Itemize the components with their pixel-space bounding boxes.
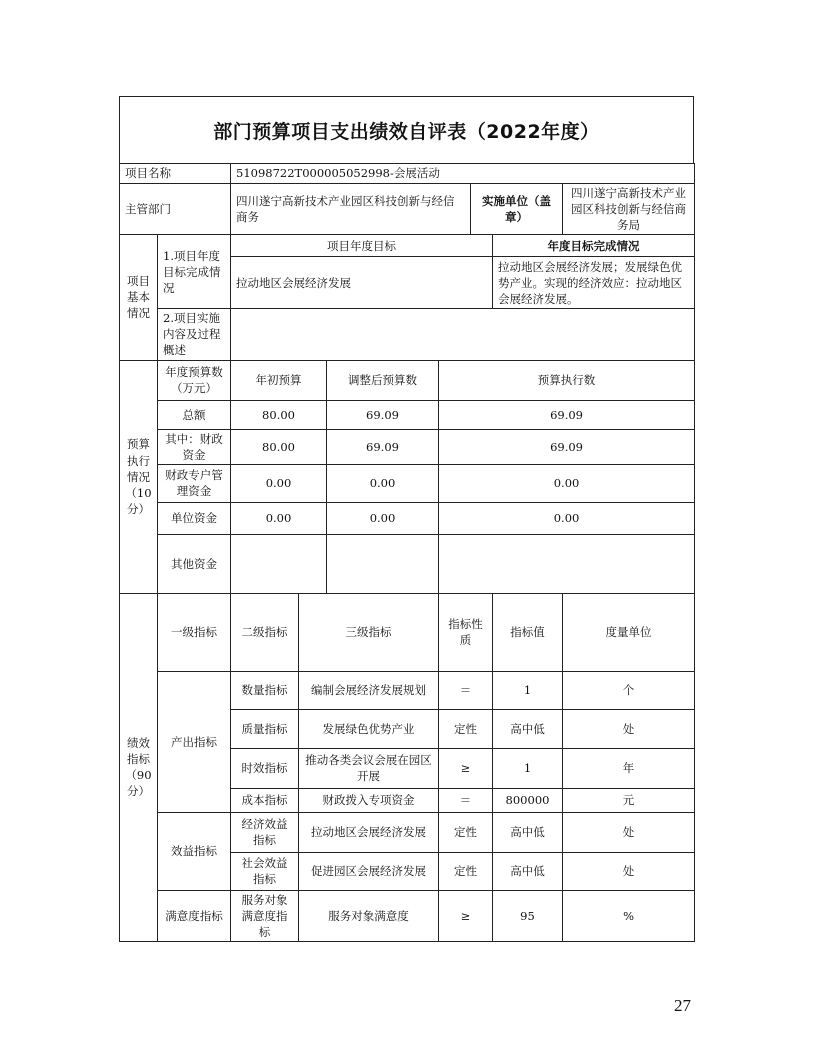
budget-label: 预算执行情况（10分） [120,360,158,593]
level3-cell: 编制会展经济发展规划 [299,671,439,709]
budget-adjusted [327,534,439,593]
perf-row-satisfaction [120,890,695,941]
unit-cell: 元 [563,788,695,812]
level2-cell: 服务对象满意度指标 [231,890,299,941]
budget-initial: 0.00 [231,502,327,534]
nature-cell: ＝ [439,788,493,812]
content-value [231,309,695,360]
unit-cell: 个 [563,671,695,709]
unit-cell: 处 [563,852,695,890]
budget-initial: 80.00 [231,429,327,464]
value-cell: 1 [493,748,563,788]
budget-initial: 80.00 [231,400,327,429]
nature-cell: ＝ [439,671,493,709]
budget-row-special [120,464,695,502]
budget-row-label: 单位资金 [158,502,231,534]
satisfaction-indicator-label: 满意度指标 [158,890,231,941]
budget-executed [439,534,695,593]
value-cell: 高中低 [493,709,563,748]
level3-cell: 拉动地区会展经济发展 [299,812,439,852]
unit-cell: 处 [563,812,695,852]
row-project-name [120,164,695,184]
budget-row-fiscal [120,429,695,464]
budget-header-col4: 预算执行数 [439,360,695,400]
value-cell: 1 [493,671,563,709]
impl-unit-label: 实施单位（盖章） [471,184,563,235]
budget-row-other [120,534,695,593]
value-cell: 高中低 [493,812,563,852]
impl-unit-value: 四川遂宁高新技术产业园区科技创新与经信商务局 [563,184,695,235]
performance-table [119,163,695,942]
completion-header: 年度目标完成情况 [493,235,695,257]
row-content [120,309,695,360]
budget-row-label: 总额 [158,400,231,429]
project-name-label: 项目名称 [120,164,231,184]
unit-cell: 年 [563,748,695,788]
effect-indicator-label: 效益指标 [158,812,231,890]
row-department [120,184,695,235]
dept-label: 主管部门 [120,184,231,235]
content-label: 2.项目实施内容及过程概述 [158,309,231,360]
dept-value: 四川遂宁高新技术产业园区科技创新与经信商务 [231,184,471,235]
level2-cell: 数量指标 [231,671,299,709]
value-cell: 800000 [493,788,563,812]
goal-header: 项目年度目标 [231,235,493,257]
budget-row-label: 财政专户管理资金 [158,464,231,502]
level2-cell: 成本指标 [231,788,299,812]
level2-cell: 质量指标 [231,709,299,748]
completion-value: 拉动地区会展经济发展；发展绿色优势产业。实现的经济效应：拉动地区会展经济发展。 [493,257,695,309]
budget-header-col2: 年初预算 [231,360,327,400]
project-name-value: 51098722T000005052998-会展活动 [231,164,695,184]
budget-adjusted: 0.00 [327,464,439,502]
row-budget-header [120,360,695,400]
level2-cell: 经济效益指标 [231,812,299,852]
page-number: 27 [674,996,691,1015]
perf-row-quantity [120,671,695,709]
nature-cell: 定性 [439,709,493,748]
title-box [119,96,694,163]
perf-label: 绩效指标（90分） [120,593,158,941]
level3-cell: 发展绿色优势产业 [299,709,439,748]
budget-adjusted: 0.00 [327,502,439,534]
budget-row-label: 其中：财政资金 [158,429,231,464]
perf-header-unit: 度量单位 [563,593,695,671]
budget-row-label: 其他资金 [158,534,231,593]
level3-cell: 促进园区会展经济发展 [299,852,439,890]
level3-cell: 推动各类会议会展在园区开展 [299,748,439,788]
budget-executed: 0.00 [439,464,695,502]
row-perf-header [120,593,695,671]
budget-executed: 69.09 [439,429,695,464]
row-goal-header [120,235,695,257]
value-cell: 95 [493,890,563,941]
budget-header-col3: 调整后预算数 [327,360,439,400]
unit-cell: % [563,890,695,941]
level3-cell: 财政拨入专项资金 [299,788,439,812]
budget-executed: 69.09 [439,400,695,429]
output-indicator-label: 产出指标 [158,671,231,812]
budget-header-col1: 年度预算数（万元） [158,360,231,400]
budget-row-total [120,400,695,429]
nature-cell: ≥ [439,890,493,941]
goal-label: 1.项目年度目标完成情况 [158,235,231,309]
perf-row-economic [120,812,695,852]
value-cell: 高中低 [493,852,563,890]
perf-header-level3: 三级指标 [299,593,439,671]
level2-cell: 时效指标 [231,748,299,788]
budget-executed: 0.00 [439,502,695,534]
perf-header-value: 指标值 [493,593,563,671]
budget-row-unit [120,502,695,534]
budget-initial [231,534,327,593]
perf-header-level1: 一级指标 [158,593,231,671]
level3-cell: 服务对象满意度 [299,890,439,941]
page-title: 部门预算项目支出绩效自评表（2022年度） [213,120,600,143]
perf-header-level2: 二级指标 [231,593,299,671]
level2-cell: 社会效益指标 [231,852,299,890]
basic-info-label: 项目基本情况 [120,235,158,360]
goal-value: 拉动地区会展经济发展 [231,257,493,309]
nature-cell: 定性 [439,812,493,852]
budget-initial: 0.00 [231,464,327,502]
budget-adjusted: 69.09 [327,429,439,464]
nature-cell: ≥ [439,748,493,788]
perf-header-nature: 指标性质 [439,593,493,671]
nature-cell: 定性 [439,852,493,890]
budget-adjusted: 69.09 [327,400,439,429]
unit-cell: 处 [563,709,695,748]
